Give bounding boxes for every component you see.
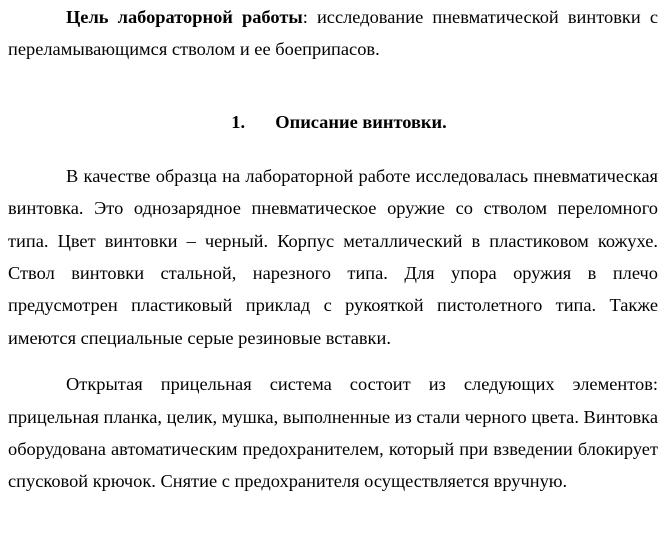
section-number: 1. xyxy=(231,111,246,132)
document-page xyxy=(8,0,658,498)
goal-label: Цель лабораторной работы xyxy=(66,7,303,27)
body-paragraph: Открытая прицельная система состоит из следующих элементов: прицельная планка, целик, мушка, выполненные из стали черного цвета. Винтовка оборудована автоматическим предохранителем, который при взведении блокирует спусковой крючок. Снятие с предохранителя осуществляется вручную. xyxy=(8,374,658,492)
goal-text: : исследование пневматической винтовки с переламывающимся стволом и ее боеприпасов. xyxy=(8,7,658,60)
goal-paragraph xyxy=(8,0,658,66)
section-title: Описание винтовки. xyxy=(275,111,447,132)
body-paragraph: В качестве образца на лабораторной работе исследовалась пневматическая винтовка. Это однозарядное пневматическое оружие со стволом переломного типа. Цвет винтовки – черный. Корпус металлический в пластиковом кожухе. Ствол винтовки стальной, нарезного типа. Для упора оружия в плечо предусмотрен пластиковый приклад с рукояткой пистолетного типа. Также имеются специальные серые резиновые вставки. xyxy=(8,165,658,348)
section-heading xyxy=(8,106,658,138)
